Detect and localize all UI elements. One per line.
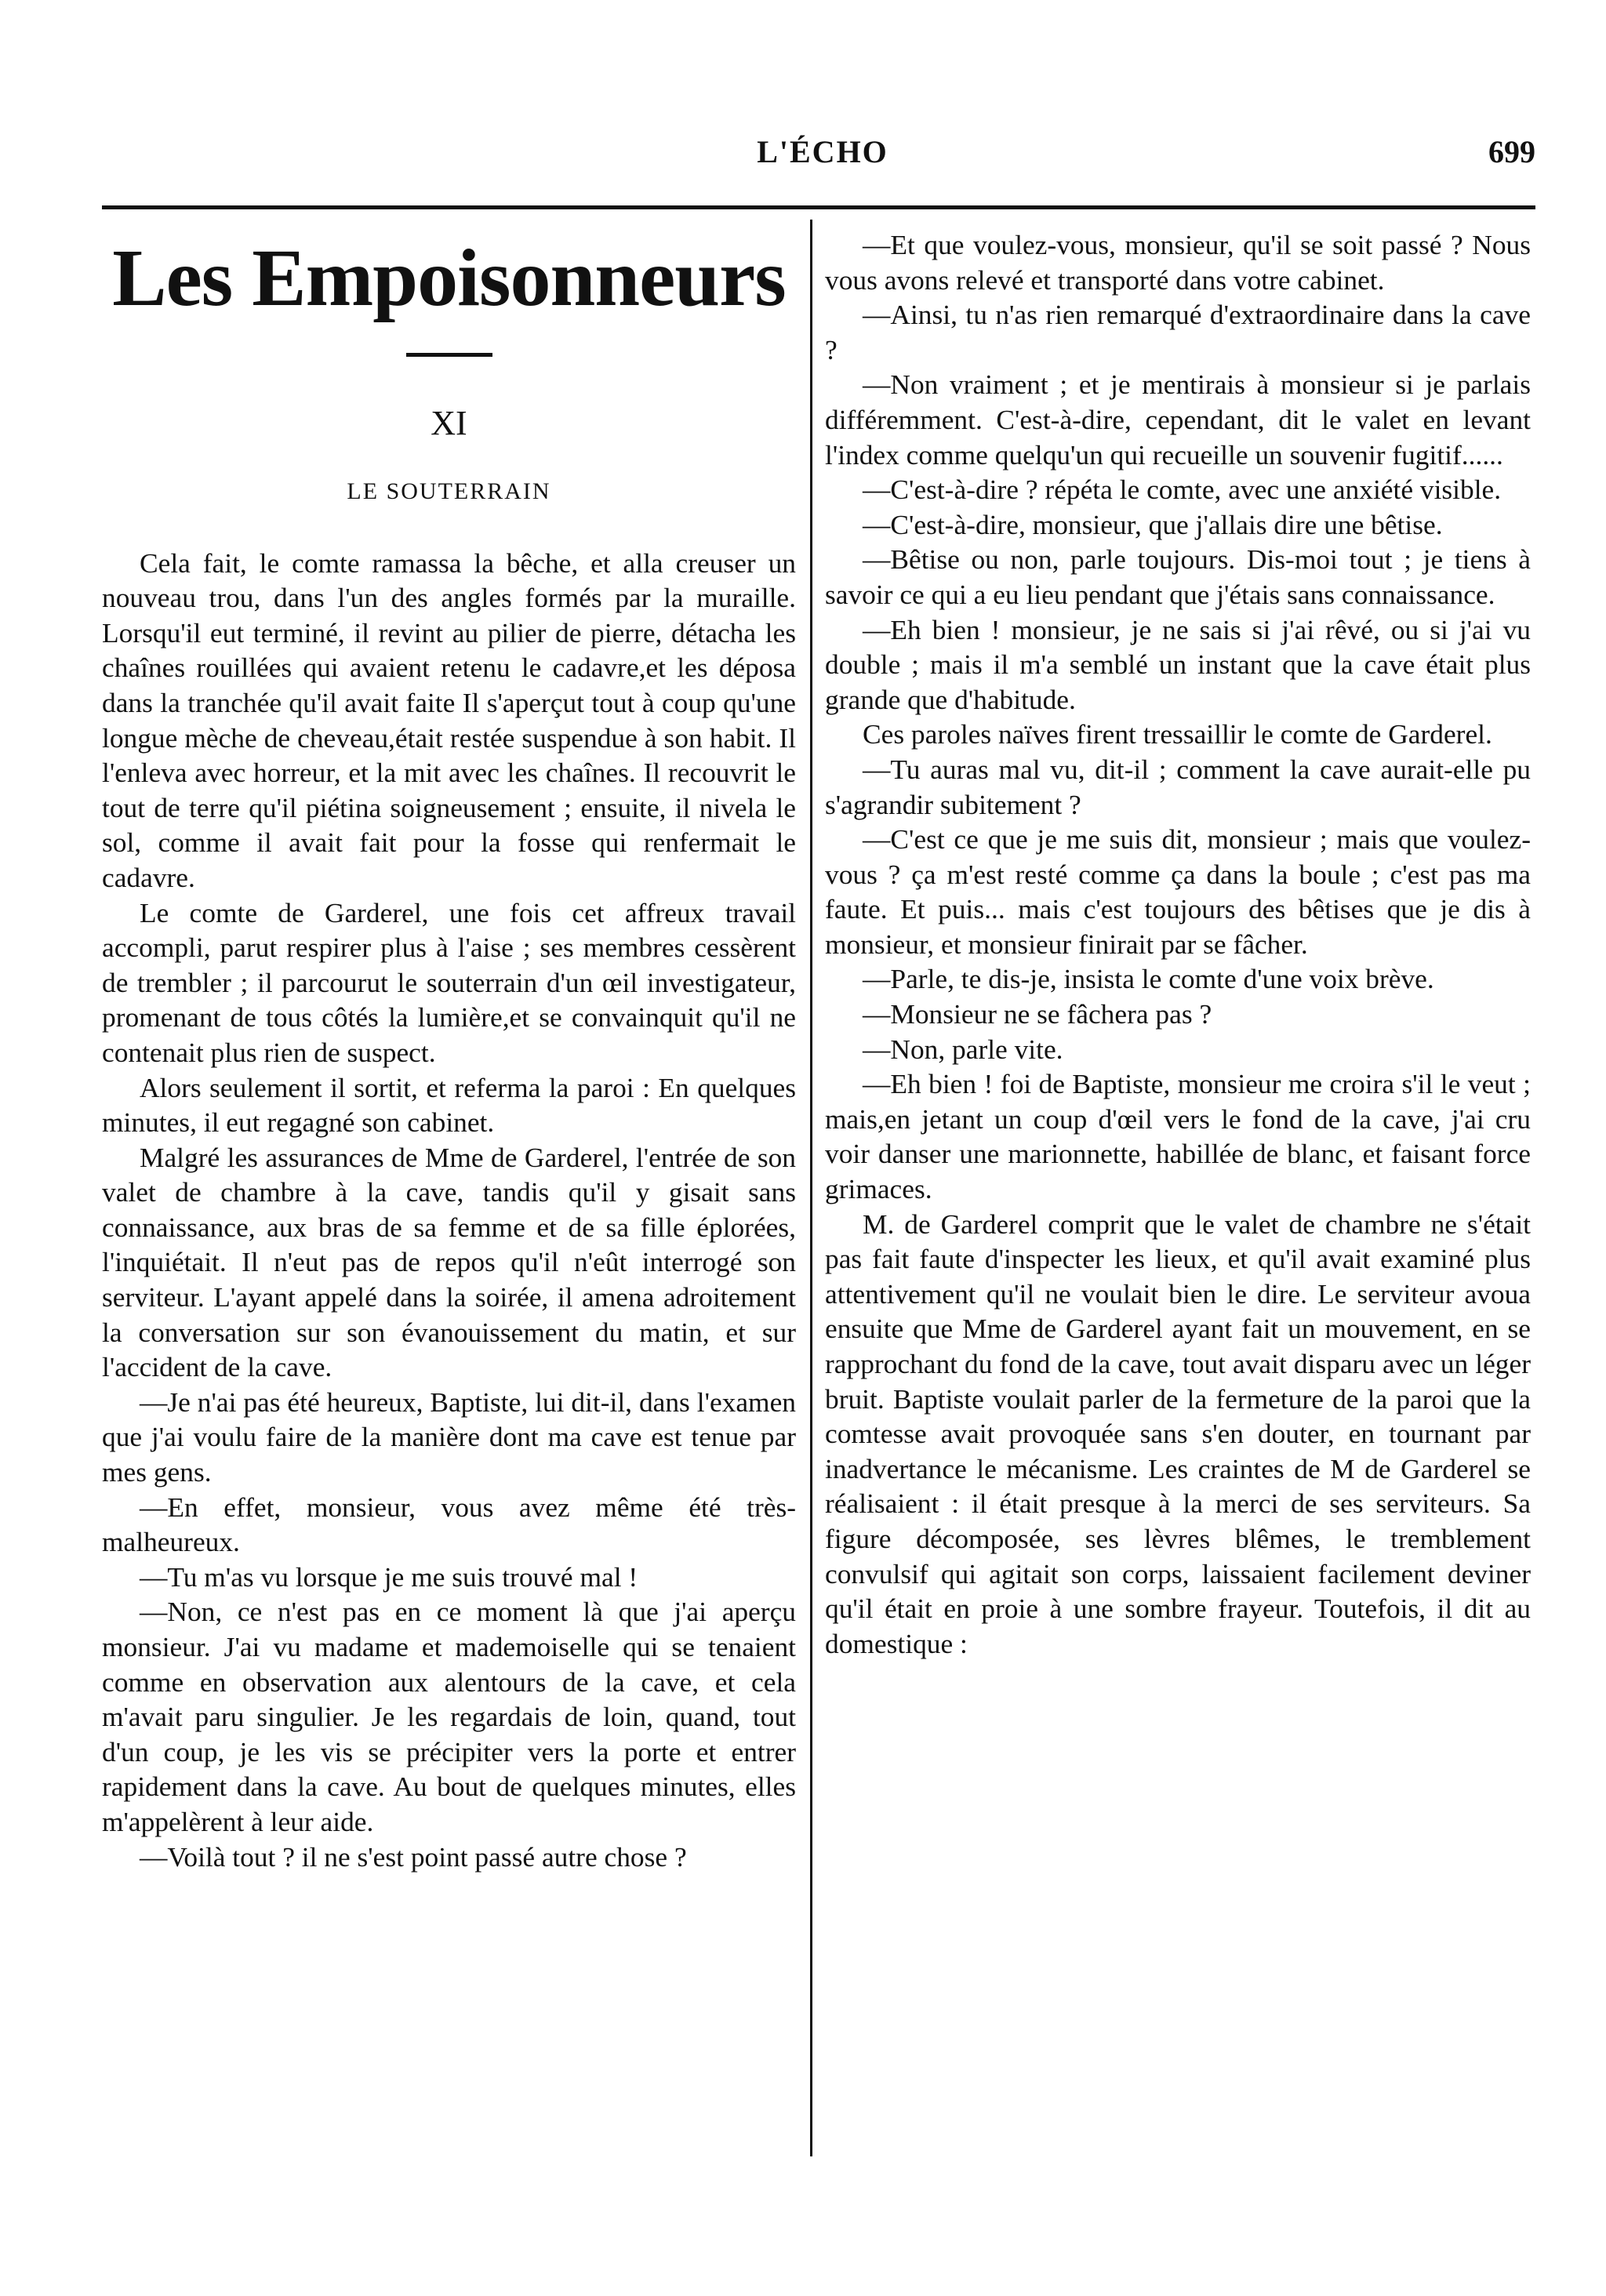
paragraph: —Parle, te dis-je, insista le comte d'une voix brève. <box>863 963 1434 995</box>
paragraph: Alors seulement il sortit, et referma la paroi : En quelques minutes, il eut regagné son cabinet. <box>102 1071 796 1139</box>
title-rule <box>406 353 492 357</box>
paragraph: M. de Garderel comprit que le valet de chambre ne s'était pas fait faute d'inspecter les lieux, et qu'il avait examiné plus attentivement qu'il ne voulait bien le dire. Le serviteur avoua ensuite que Mme de Garderel ayant fait un mouvement, en se rapprochant du fond de la cave, tout avait disparu avec un léger bruit. Baptiste voulait parler de la fermeture de la paroi que la comtesse avait provoquée sans s'en douter, en tournant par inadvertance le mécanisme. Les craintes de M de Garderel se réalisaient : il était presque à la merci de ses serviteurs. Sa figure décomposée, ses lèvres blêmes, le tremblement convulsif qui agitait son corps, laissaient facilement deviner qu'il était en proie à une sombre frayeur. Toutefois, il dit au domestique : <box>825 1208 1531 1659</box>
paragraph: —Eh bien ! monsieur, je ne sais si j'ai rêvé, ou si j'ai vu double ; mais il m'a semblé un instant que la cave était plus grande que d'habitude. <box>825 613 1531 715</box>
page-number: 699 <box>1488 134 1535 169</box>
chapter-number: XI <box>431 404 467 442</box>
paragraph: —Non, ce n'est pas en ce moment là que j'ai aperçu monsieur. J'ai vu madame et mademoiselle qui se tenaient comme en observation aux alentours de la cave, et cela m'avait paru singulier. Je les regardais de loin, quand, tout d'un coup, je les vis se précipiter vers la porte et entrer rapidement dans la cave. Au bout de quelques minutes, elles m'appelèrent à leur aide. <box>102 1596 796 1837</box>
paragraph: —Je n'ai pas été heureux, Baptiste, lui dit-il, dans l'examen que j'ai voulu faire de la manière dont ma cave est tenue par mes gens. <box>102 1386 796 1488</box>
chapter-subtitle: LE SOUTERRAIN <box>347 478 551 504</box>
paragraph: —Bêtise ou non, parle toujours. Dis-moi tout ; je tiens à savoir ce qui a eu lieu pendant que j'étais sans connaissance. <box>825 543 1531 610</box>
paragraph: —Voilà tout ? il ne s'est point passé autre chose ? <box>140 1840 687 1873</box>
paragraph: —Ainsi, tu n'as rien remarqué d'extraordinaire dans la cave ? <box>825 299 1531 365</box>
paragraph: —Non, parle vite. <box>863 1033 1063 1065</box>
paragraph: —Non vraiment ; et je mentirais à monsieur si je parlais différemment. C'est-à-dire, cependant, dit le valet en levant l'index comme quelqu'un qui recueille un souvenir fugitif...... <box>825 369 1531 470</box>
paragraph: —Eh bien ! foi de Baptiste, monsieur me croira s'il le veut ; mais,en jetant un coup d'œil vers le fond de la cave, j'ai cru voir danser une marionnette, habillée de blanc, et faisant force grimaces. <box>825 1068 1531 1205</box>
paragraph: Malgré les assurances de Mme de Garderel, l'entrée de son valet de chambre à la cave, tandis qu'il y gisait sans connaissance, aux bras de sa femme et de sa fille éplorées, l'inquiétait. Il n'eut pas de repos qu'il n'eût interrogé son serviteur. L'ayant appelé dans la soirée, il amena adroitement la conversation sur son évanouissement du matin, et sur l'accident de la cave. <box>102 1141 796 1383</box>
header-rule <box>102 205 1535 209</box>
paragraph: Cela fait, le comte ramassa la bêche, et alla creuser un nouveau trou, dans l'un des angles formés par la muraille. Lorsqu'il eut terminé, il revint au pilier de pierre, détacha les chaînes rouillées qui avaient retenu le cadavre,et les déposa dans la tranchée qu'il avait faite Il s'aperçut tout à coup qu'une longue mèche de cheveau,était restée suspendue à son habit. Il l'enleva avec horreur, et la mit avec les chaînes. Il recouvrit le tout de terre qu'il piétina soigneusement ; ensuite, il nivela le sol, comme il avait fait pour la fosse qui renfermait le cadavre. <box>102 547 796 893</box>
paragraph: Le comte de Garderel, une fois cet affreux travail accompli, parut respirer plus à l'aise ; ses membres cessèrent de trembler ; il parcourut le souterrain d'un œil investigateur, promenant de tous côtés la lumière,et se convainquit qu'il ne contenait plus rien de suspect. <box>102 896 796 1068</box>
paragraph: —C'est ce que je me suis dit, monsieur ; mais que voulez-vous ? ça m'est resté comme ça dans la boule ; c'est pas ma faute. Et puis... mais c'est toujours des bêtises que je dis à monsieur, et monsieur finirait par se fâcher. <box>825 823 1531 960</box>
paragraph: —En effet, monsieur, vous avez même été très-malheureux. <box>102 1491 796 1558</box>
paragraph: —C'est-à-dire, monsieur, que j'allais dire une bêtise. <box>863 508 1443 540</box>
right-column <box>825 227 1531 1661</box>
paragraph: —Et que voulez-vous, monsieur, qu'il se soit passé ? Nous vous avons relevé et transporté dans votre cabinet. <box>825 229 1531 296</box>
left-column <box>102 227 796 1874</box>
paragraph: —Monsieur ne se fâchera pas ? <box>863 998 1212 1030</box>
chapter-title: Les Empoisonneurs <box>112 233 786 323</box>
paragraph: —C'est-à-dire ? répéta le comte, avec une anxiété visible. <box>863 474 1502 506</box>
running-header <box>110 133 1535 180</box>
paragraph: Ces paroles naïves firent tressaillir le comte de Garderel. <box>863 718 1492 750</box>
paragraph: —Tu auras mal vu, dit-il ; comment la cave aurait-elle pu s'agrandir subitement ? <box>825 753 1531 820</box>
column-divider <box>810 220 812 2156</box>
paragraph: —Tu m'as vu lorsque je me suis trouvé mal ! <box>140 1560 638 1593</box>
journal-title: L'ÉCHO <box>757 134 888 169</box>
